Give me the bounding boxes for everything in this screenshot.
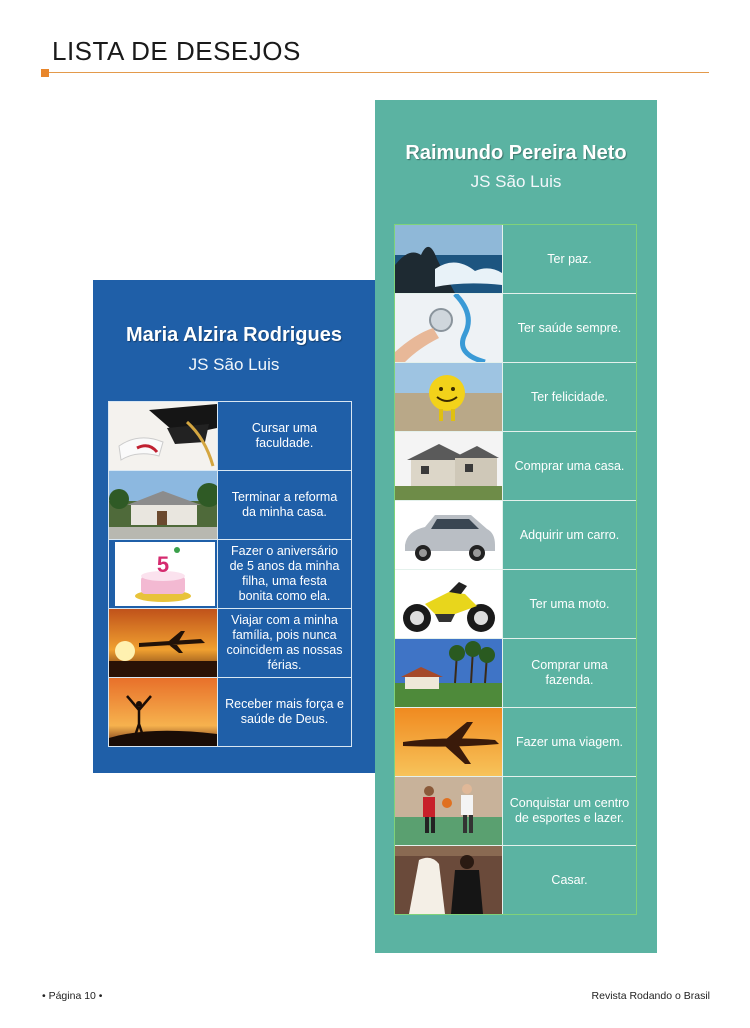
wish-text: Ter paz. xyxy=(502,225,636,293)
list-item xyxy=(109,678,351,746)
smiley-ball-photo xyxy=(395,363,502,431)
farm-photo xyxy=(395,639,502,707)
wish-text: Receber mais força e saúde de Deus. xyxy=(217,678,351,746)
wish-text: Fazer o aniversário de 5 anos da minha filha, uma festa bonita como ela. xyxy=(217,540,351,608)
svg-text:5: 5 xyxy=(156,552,170,577)
wish-text: Fazer uma viagem. xyxy=(502,708,636,776)
sea-rock-photo xyxy=(395,225,502,293)
wish-text: Cursar uma faculdade. xyxy=(217,402,351,470)
list-item xyxy=(395,501,636,570)
list-item xyxy=(395,432,636,501)
stethoscope-photo xyxy=(395,294,502,362)
page-title: LISTA DE DESEJOS xyxy=(52,36,301,66)
wish-list xyxy=(394,224,637,915)
list-item xyxy=(395,708,636,777)
wish-text: Adquirir um carro. xyxy=(502,501,636,569)
wish-card-maria xyxy=(93,280,375,773)
suv-car-photo xyxy=(395,501,502,569)
list-item xyxy=(395,639,636,708)
list-item xyxy=(395,570,636,639)
wish-text: Casar. xyxy=(502,846,636,914)
house-photo xyxy=(109,471,217,539)
wedding-couple-photo xyxy=(395,846,502,914)
wish-text: Conquistar um centro de esportes e lazer. xyxy=(502,777,636,845)
card-name: Maria Alzira Rodrigues xyxy=(126,324,342,346)
card-name: Raimundo Pereira Neto xyxy=(405,142,627,164)
wish-text: Terminar a reforma da minha casa. xyxy=(217,471,351,539)
list-item xyxy=(395,294,636,363)
wish-text: Ter felicidade. xyxy=(502,363,636,431)
basketball-players-photo xyxy=(395,777,502,845)
publication-name: Revista Rodando o Brasil xyxy=(591,990,710,1002)
list-item xyxy=(395,363,636,432)
graduation-cap-photo xyxy=(109,402,217,470)
wish-text: Viajar com a minha família, pois nunca coincidem as nossas férias. xyxy=(217,609,351,677)
wish-list xyxy=(108,401,352,747)
wish-text: Comprar uma fazenda. xyxy=(502,639,636,707)
birthday-cake-photo xyxy=(109,540,217,608)
wish-text: Ter saúde sempre. xyxy=(502,294,636,362)
list-item xyxy=(395,846,636,914)
list-item xyxy=(109,402,351,471)
list-item xyxy=(395,777,636,846)
motorcycle-photo xyxy=(395,570,502,638)
page-number: • Página 10 • xyxy=(42,990,103,1002)
wish-card-raimundo xyxy=(375,100,657,953)
person-sunset-photo xyxy=(109,678,217,746)
list-item xyxy=(395,225,636,294)
card-location: JS São Luis xyxy=(470,172,562,191)
title-divider xyxy=(46,72,709,73)
list-item xyxy=(109,540,351,609)
airplane-photo xyxy=(395,708,502,776)
list-item xyxy=(109,609,351,678)
airplane-sunset-photo xyxy=(109,609,217,677)
card-location: JS São Luis xyxy=(188,355,280,374)
title-marker xyxy=(41,69,49,77)
list-item xyxy=(109,471,351,540)
house-photo xyxy=(395,432,502,500)
wish-text: Ter uma moto. xyxy=(502,570,636,638)
wish-text: Comprar uma casa. xyxy=(502,432,636,500)
